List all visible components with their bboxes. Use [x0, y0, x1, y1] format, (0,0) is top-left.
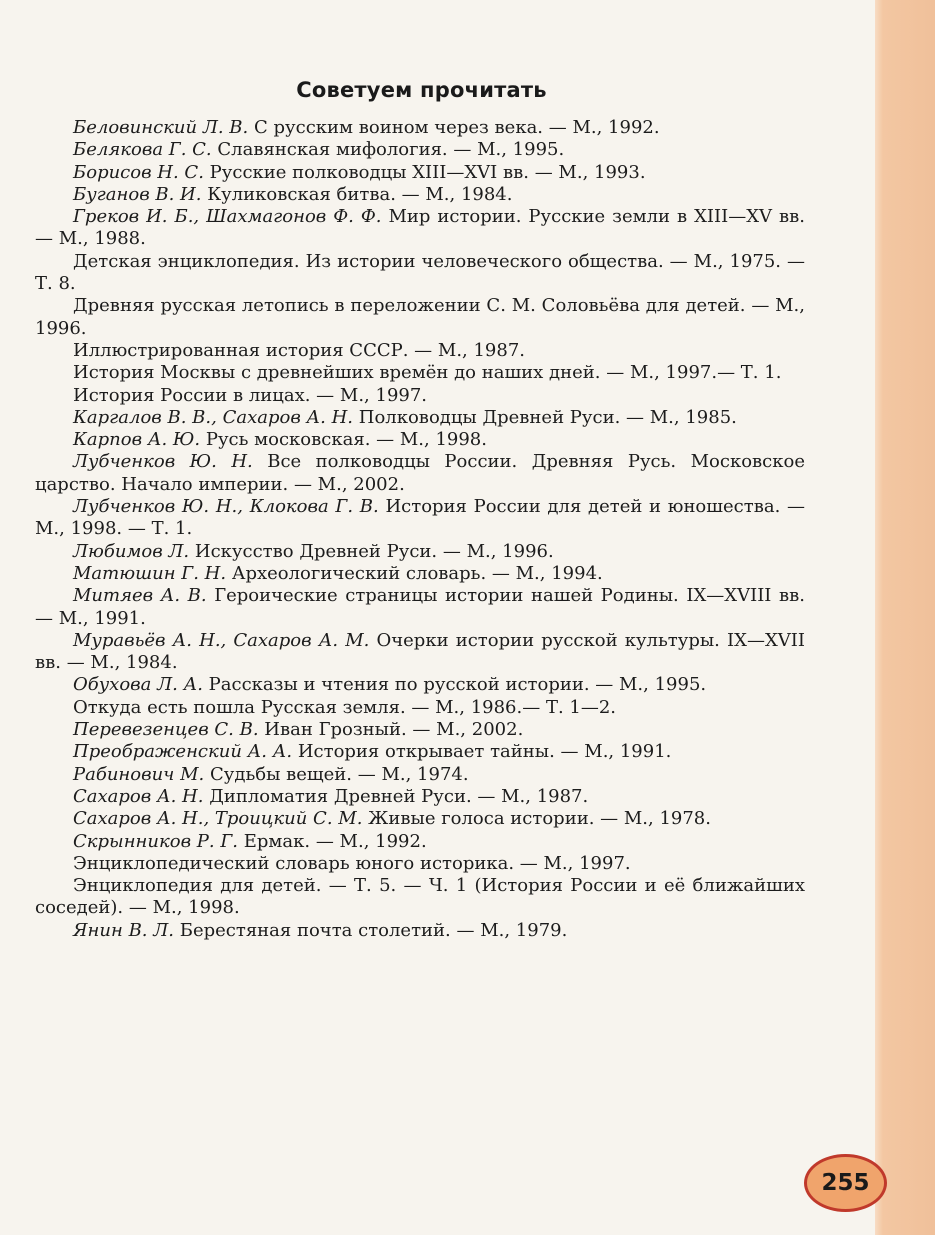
- bibliography-entry: [35, 251, 805, 296]
- entry-author: Буганов В. И.: [73, 183, 202, 205]
- entry-text: История России в лицах. — М., 1997.: [73, 384, 428, 406]
- bibliography-entry: [35, 808, 805, 830]
- entry-author: Преображенский А. А.: [73, 741, 293, 763]
- bibliography-entry: [35, 451, 805, 496]
- entry-text: Все полководцы России. Древняя Русь. Московское царство. Начало империи. — М., 2002.: [35, 451, 805, 495]
- entry-author: Скрынников Р. Г.: [73, 830, 238, 852]
- side-color-strip: [875, 0, 935, 1235]
- entry-author: Беловинский Л. В.: [73, 117, 249, 138]
- bibliography-entry: [35, 786, 805, 808]
- bibliography-entry: [35, 741, 805, 763]
- entry-text: История Москвы с древнейших времён до наших дней. — М., 1997.— Т. 1.: [73, 362, 782, 384]
- entry-text: Судьбы вещей. — М., 1974.: [210, 763, 469, 785]
- bibliography-entry: [35, 407, 805, 429]
- entry-text: Живые голоса истории. — М., 1978.: [368, 808, 711, 830]
- entry-author: Перевезенцев С. В.: [73, 719, 259, 741]
- page-number-badge: [804, 1154, 887, 1212]
- bibliography-entry: [35, 630, 805, 675]
- entry-text: Иван Грозный. — М., 2002.: [264, 719, 524, 741]
- bibliography-entry: [35, 340, 805, 362]
- bibliography-entry: [35, 385, 805, 407]
- bibliography-entry: [35, 697, 805, 719]
- entry-text: Археологический словарь. — М., 1994.: [231, 562, 603, 584]
- page-number: 255: [821, 1170, 870, 1196]
- entry-text: Славянская мифология. — М., 1995.: [217, 139, 565, 161]
- entry-text: Русь московская. — М., 1998.: [205, 429, 487, 451]
- entry-text: История России для детей и юношества. — М., 1998. — Т. 1.: [35, 496, 805, 540]
- entry-author: Карпов А. Ю.: [73, 429, 201, 451]
- bibliography-entry: [35, 139, 805, 161]
- page-title: Советуем прочитать: [296, 78, 547, 102]
- entry-author: Сахаров А. Н., Троицкий С. М.: [73, 808, 363, 830]
- bibliography-entry: [35, 362, 805, 384]
- entry-author: Борисов Н. С.: [73, 161, 204, 183]
- entry-author: Рабинович М.: [73, 763, 205, 785]
- entry-text: Берестяная почта столетий. — М., 1979.: [179, 919, 568, 941]
- bibliography-entry: [35, 162, 805, 184]
- entry-author: Греков И. Б., Шахмагонов Ф. Ф.: [73, 206, 382, 228]
- entry-text: Героические страницы истории нашей Родины. IX—XVIII вв. — М., 1991.: [35, 585, 805, 629]
- entry-author: Белякова Г. С.: [73, 139, 212, 161]
- entry-author: Митяев А. В.: [73, 585, 207, 607]
- bibliography-entry: [35, 764, 805, 786]
- entry-author: Каргалов В. В., Сахаров А. Н.: [73, 406, 354, 428]
- entry-text: Детская энциклопедия. Из истории человеческого общества. — М., 1975. — Т. 8.: [35, 250, 805, 295]
- entry-text: С русским воином через века. — М., 1992.: [254, 117, 660, 138]
- entry-author: Муравьёв А. Н., Сахаров А. М.: [73, 629, 370, 651]
- entry-text: Иллюстрированная история СССР. — М., 1987.: [73, 339, 526, 361]
- bibliography-entry: [35, 674, 805, 696]
- entry-author: Обухова Л. А.: [73, 674, 203, 696]
- bibliography-entry: [35, 429, 805, 451]
- entry-author: Лубченков Ю. Н., Клокова Г. В.: [73, 496, 379, 518]
- entry-text: Искусство Древней Руси. — М., 1996.: [194, 540, 554, 562]
- entry-author: Лубченков Ю. Н.: [73, 451, 253, 473]
- entry-text: Древняя русская летопись в переложении С. М. Соловьёва для детей. — М., 1996.: [35, 295, 805, 339]
- bibliography-entry: [35, 585, 805, 630]
- entry-text: Ермак. — М., 1992.: [243, 830, 427, 852]
- entry-text: Русские полководцы XIII—XVI вв. — М., 1993.: [209, 161, 646, 183]
- bibliography-entry: [35, 184, 805, 206]
- bibliography-entry: [35, 831, 805, 853]
- bibliography-entry: [35, 563, 805, 585]
- entry-text: Мир истории. Русские земли в XIII—XV вв. — М., 1988.: [35, 206, 805, 250]
- bibliography-entry: [35, 853, 805, 875]
- bibliography-entry: [35, 920, 805, 942]
- bibliography-entry: [35, 719, 805, 741]
- entry-text: Полководцы Древней Руси. — М., 1985.: [358, 406, 737, 428]
- entry-author: Любимов Л.: [73, 540, 190, 562]
- entry-text: История открывает тайны. — М., 1991.: [297, 741, 672, 763]
- bibliography-entry: [35, 541, 805, 563]
- entry-text: Рассказы и чтения по русской истории. — М., 1995.: [208, 674, 707, 696]
- entry-author: Матюшин Г. Н.: [73, 562, 227, 584]
- bibliography-entry: [35, 117, 805, 139]
- bibliography-entry: [35, 206, 805, 251]
- entry-text: Очерки истории русской культуры. IX—XVII вв. — М., 1984.: [35, 629, 805, 674]
- bibliography-entry: [35, 875, 805, 920]
- entry-text: Куликовская битва. — М., 1984.: [207, 183, 513, 205]
- entry-text: Дипломатия Древней Руси. — М., 1987.: [209, 785, 589, 807]
- entry-text: Энциклопедия для детей. — Т. 5. — Ч. 1 (История России и её ближайших соседей). — М., 1998.: [35, 875, 805, 919]
- entry-author: Янин В. Л.: [73, 919, 174, 941]
- bibliography-entry: [35, 496, 805, 541]
- bibliography-list: [35, 117, 805, 942]
- bibliography-entry: [35, 295, 805, 340]
- entry-text: Энциклопедический словарь юного историка. — М., 1997.: [73, 852, 631, 874]
- entry-text: Откуда есть пошла Русская земля. — М., 1986.— Т. 1—2.: [73, 696, 617, 718]
- entry-author: Сахаров А. Н.: [73, 785, 204, 807]
